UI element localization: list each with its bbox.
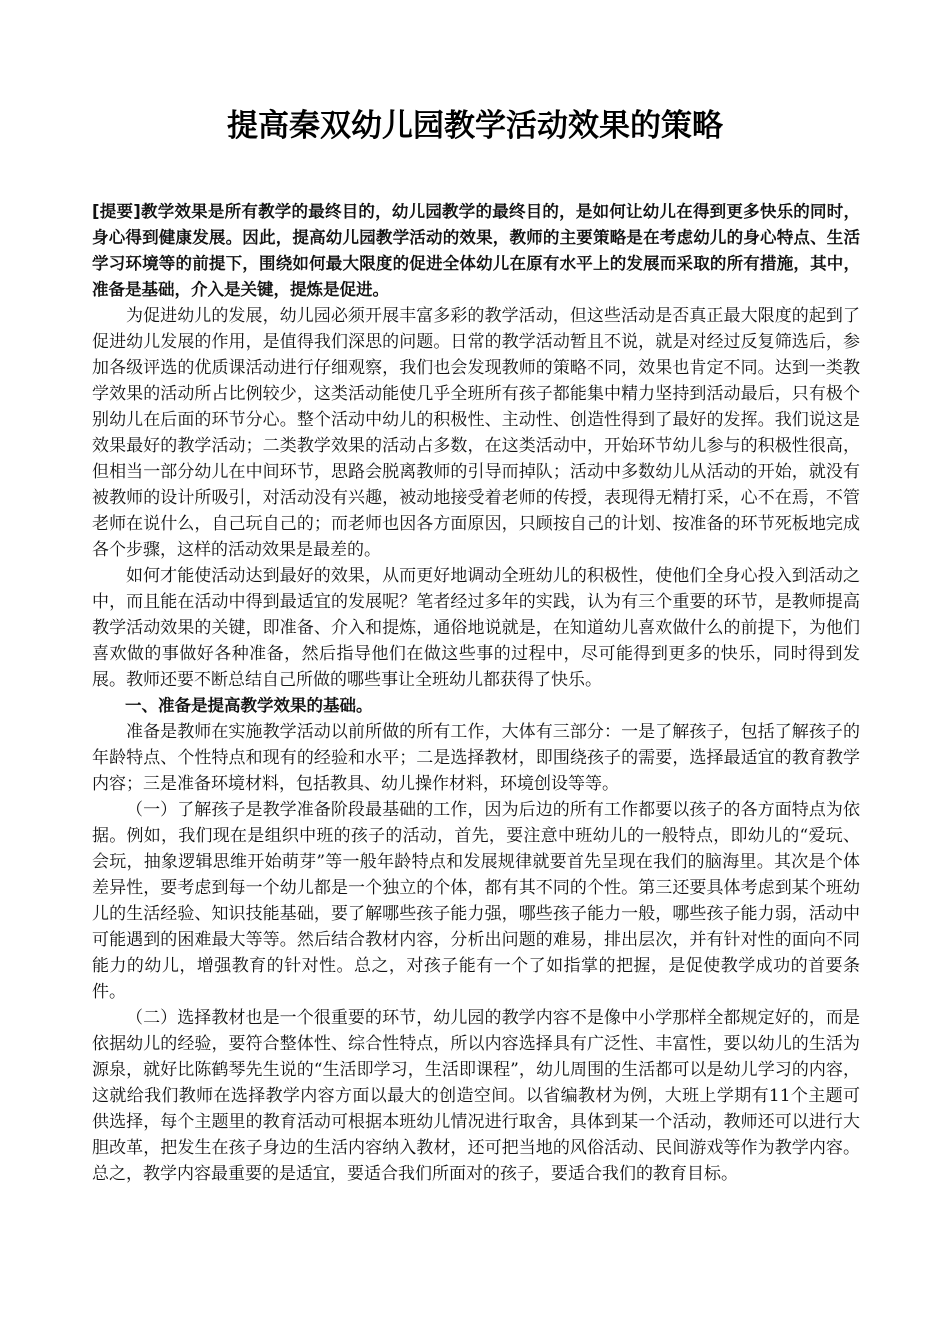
document-title: 提高秦双幼儿园教学活动效果的策略	[227, 108, 723, 144]
abstract-paragraph: [提要]教学效果是所有教学的最终目的，幼儿园教学的最终目的，是如何让幼儿在得到更多快乐的同时，身心得到健康发展。因此，提高幼儿园教学活动的效果，教师的主要策略是在考虑幼儿的身心特点、生活学习环境等的前提下，围绕如何最大限度的促进全体幼儿在原有水平上的发展而采取的所有措施，其中，准备是基础，介入是关键，提炼是促进。	[92, 202, 860, 299]
body-paragraph: 如何才能使活动达到最好的效果，从而更好地调动全班幼儿的积极性，使他们全身心投入到活动之中，而且能在活动中得到最适宜的发展呢？笔者经过多年的实践，认为有三个重要的环节，是教师提高教学活动效果的关键，即准备、介入和提炼，通俗地说就是，在知道幼儿喜欢做什么的前提下，为他们喜欢做的事做好各种准备，然后指导他们在做这些事的过程中，尽可能得到更多的快乐，同时得到发展。教师还要不断总结自己所做的哪些事让全班幼儿都获得了快乐。	[92, 566, 860, 690]
section-heading: 一、准备是提高教学效果的基础。	[125, 696, 373, 715]
body-paragraph: 为促进幼儿的发展，幼儿园必须开展丰富多彩的教学活动，但这些活动是否真正最大限度的起到了促进幼儿发展的作用，是值得我们深思的问题。日常的教学活动暂且不说，就是对经过反复筛选后，参加各级评选的优质课活动进行仔细观察，我们也会发现教师的策略不同，效果也肯定不同。达到一类教学效果的活动所占比例较少，这类活动能使几乎全班所有孩子都能集中精力坚持到活动最后，只有极个别幼儿在后面的环节分心。整个活动中幼儿的积极性、主动性、创造性得到了最好的发挥。我们说这是效果最好的教学活动；二类教学效果的活动占多数，在这类活动中，开始环节幼儿参与的积极性很高，但相当一部分幼儿在中间环节，思路会脱离教师的引导而掉队；活动中多数幼儿从活动的开始，就没有被教师的设计所吸引，对活动没有兴趣，被动地接受着老师的传授，表现得无精打采，心不在焉，不管老师在说什么，自己玩自己的；而老师也因各方面原因，只顾按自己的计划、按准备的环节死板地完成各个步骤，这样的活动效果是最差的。	[92, 306, 860, 560]
document-body	[92, 199, 860, 1187]
section-paragraph: （二）选择教材也是一个很重要的环节，幼儿园的教学内容不是像中小学那样全都规定好的，而是依据幼儿的经验，要符合整体性、综合性特点，所以内容选择具有广泛性、丰富性，要以幼儿的生活为源泉，就好比陈鹤琴先生说的“生活即学习，生活即课程”，幼儿周围的生活都可以是幼儿学习的内容，这就给我们教师在选择教学内容方面以最大的创造空间。以省编教材为例，大班上学期有11个主题可供选择，每个主题里的教育活动可根据本班幼儿情况进行取舍，具体到某一个活动，教师还可以进行大胆改革，把发生在孩子身边的生活内容纳入教材，还可把当地的风俗活动、民间游戏等作为教学内容。总之，教学内容最重要的是适宜，要适合我们所面对的孩子，要适合我们的教育目标。	[92, 1008, 860, 1184]
section-paragraph: （一）了解孩子是教学准备阶段最基础的工作，因为后边的所有工作都要以孩子的各方面特点为依据。例如，我们现在是组织中班的孩子的活动，首先，要注意中班幼儿的一般特点，即幼儿的“爱玩、会玩，抽象逻辑思维开始萌芽”等一般年龄特点和发展规律就要首先呈现在我们的脑海里。其次是个体差异性，要考虑到每一个幼儿都是一个独立的个体，都有其不同的个性。第三还要具体考虑到某个班幼儿的生活经验、知识技能基础，要了解哪些孩子能力强，哪些孩子能力一般，哪些孩子能力弱，活动中可能遇到的困难最大等等。然后结合教材内容，分析出问题的难易，排出层次，并有针对性的面向不同能力的幼儿，增强教育的针对性。总之，对孩子能有一个了如指掌的把握，是促使教学成功的首要条件。	[92, 800, 860, 1002]
section-paragraph: 准备是教师在实施教学活动以前所做的所有工作，大体有三部分：一是了解孩子，包括了解孩子的年龄特点、个性特点和现有的经验和水平；二是选择教材，即围绕孩子的需要，选择最适宜的教育教学内容；三是准备环境材料，包括教具、幼儿操作材料，环境创设等等。	[92, 722, 860, 794]
